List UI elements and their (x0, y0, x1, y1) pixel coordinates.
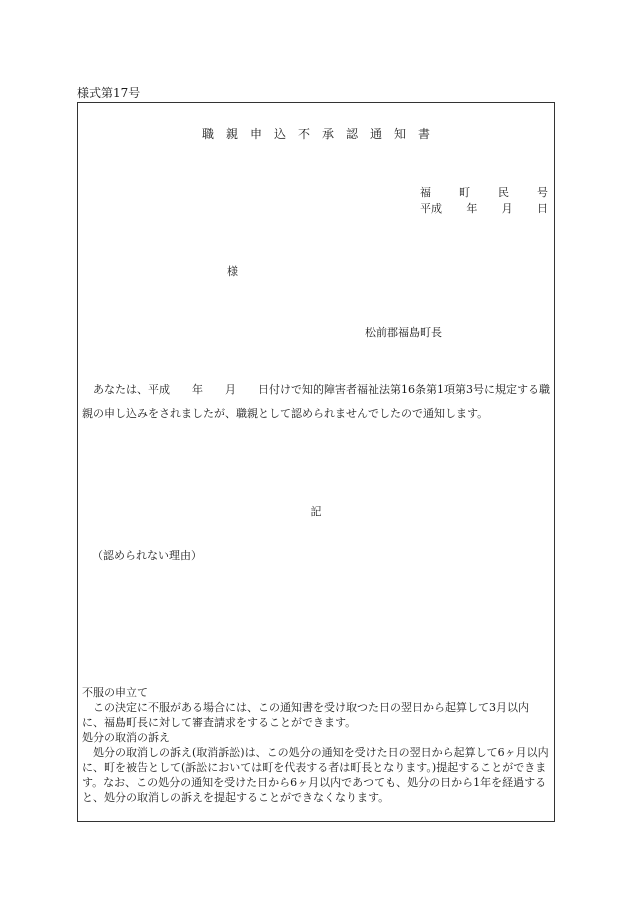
reference-machi-char: 町 (459, 186, 470, 199)
reference-number-line (420, 185, 548, 201)
document-frame (77, 102, 555, 822)
addressee-suffix: 様 (227, 265, 238, 278)
date-year: 年 (466, 202, 478, 215)
date-era: 平成 (420, 202, 442, 215)
objection-heading: 不服の申立て (82, 686, 148, 699)
ki-heading: 記 (310, 505, 322, 518)
reference-go-char: 号 (537, 186, 548, 199)
appeal-notice (82, 685, 550, 805)
lawsuit-text: 処分の取消しの訴え(取消訴訟)は、この処分の通知を受けた日の翌日から起算して6ヶ月以内に、町を被告として(訴訟においては町を代表する者は町長となります。)提起することができます。なお、この処分の通知を受けた日から6ヶ月以内であつても、処分の日から1年を経過すると、処分の取消しの訴えを提起することができなくなります。 (82, 746, 549, 804)
reason-label: （認められない理由） (92, 549, 202, 562)
reference-date-line (420, 201, 548, 217)
issuer-name: 松前郡福島町長 (365, 326, 442, 339)
date-month: 月 (501, 202, 513, 215)
date-day: 日 (536, 202, 548, 215)
body-text: あなたは、平成 年 月 日付けで知的障害者福祉法第16条第1項第3号に規定する職親の申し込みをされましたが、職親として認められませんでしたので通知します。 (82, 383, 550, 420)
lawsuit-heading: 処分の取消の訴え (82, 731, 170, 744)
reference-block (420, 185, 548, 217)
document-title: 職親申込不承認通知書 (201, 127, 442, 141)
form-number: 様式第17号 (77, 86, 141, 100)
objection-text: この決定に不服がある場合には、この通知書を受け取つた日の翌日から起算して3月以内に、福島町長に対して審査請求をすることができます。 (82, 701, 529, 729)
reference-town-char: 福 (420, 186, 431, 199)
reference-min-char: 民 (498, 186, 509, 199)
